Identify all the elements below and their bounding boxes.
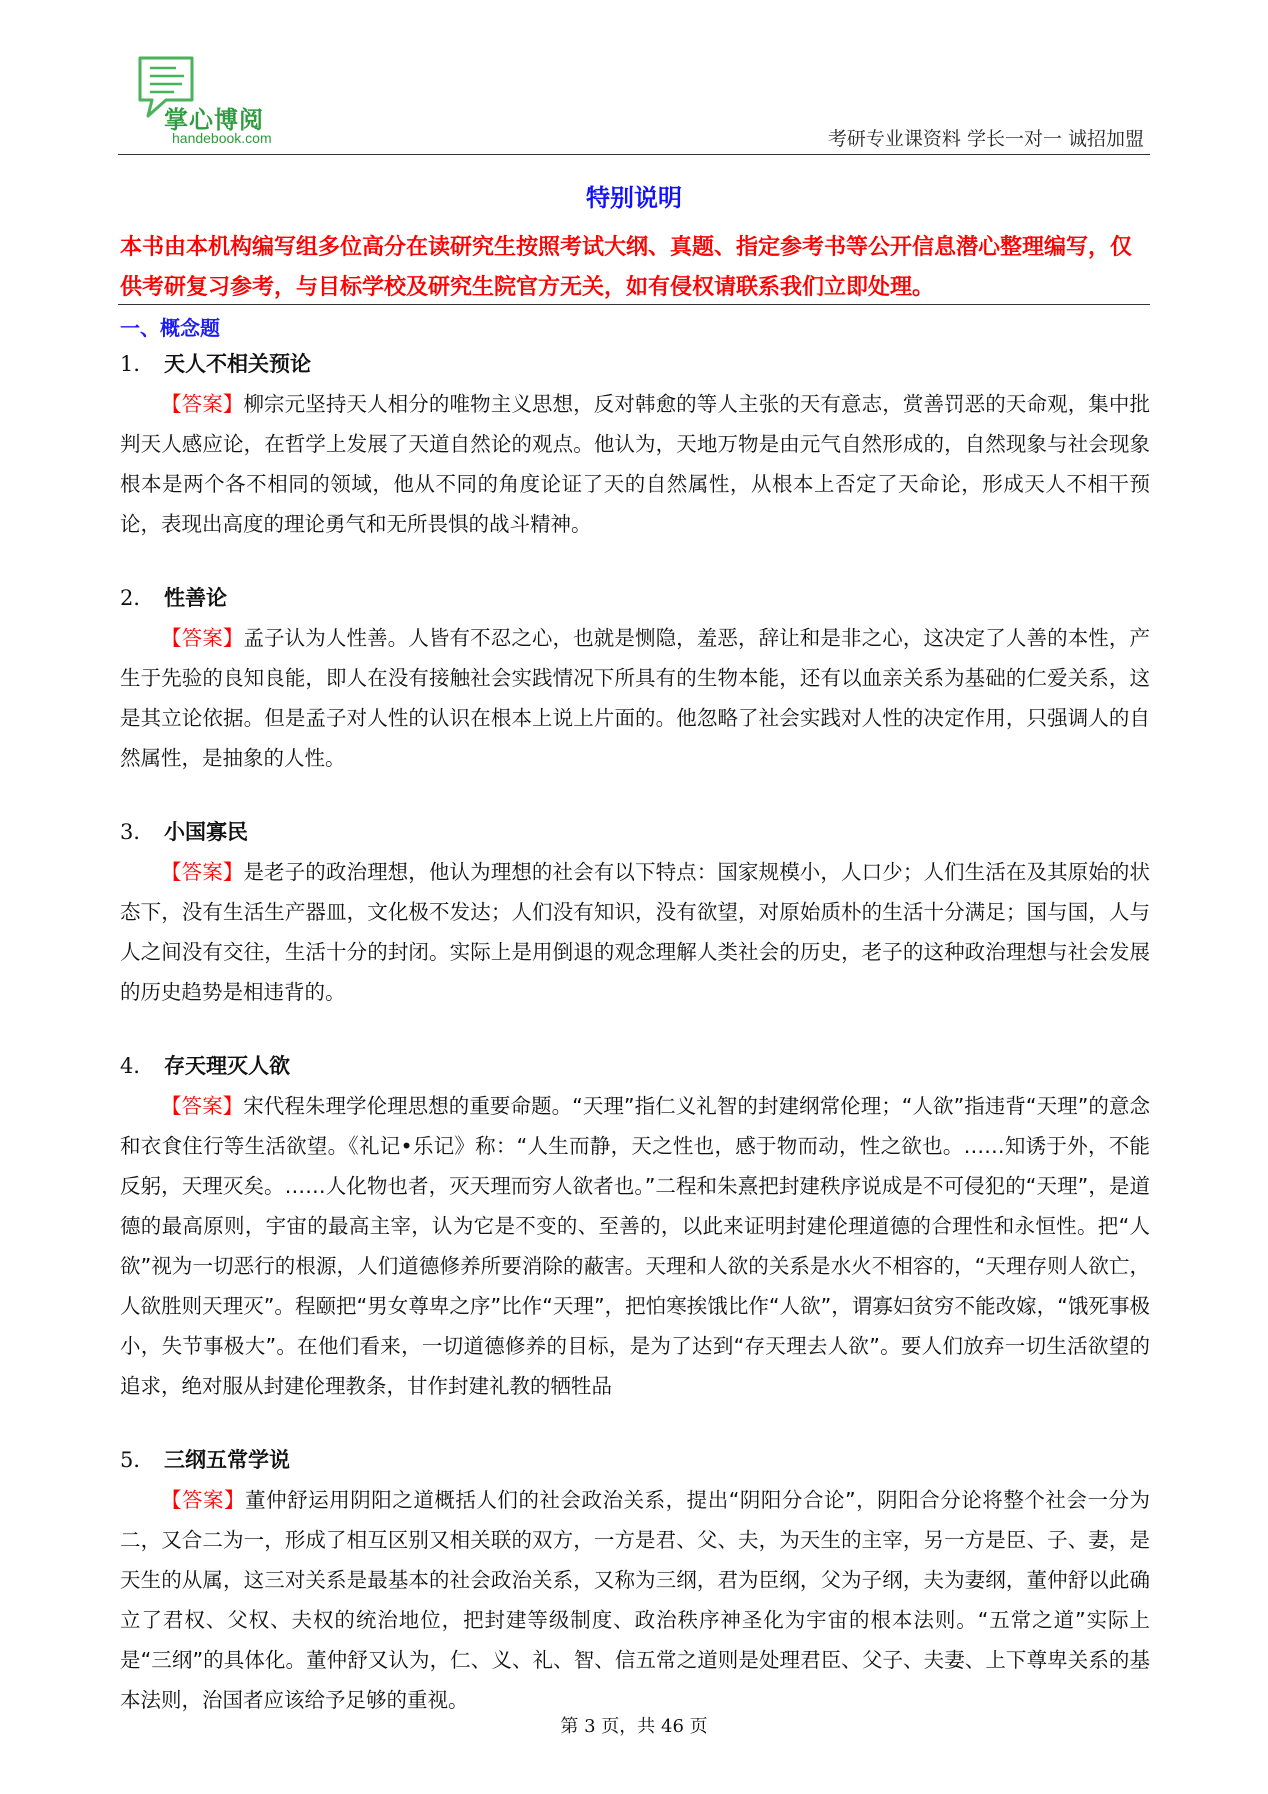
concept-item [120, 578, 1150, 778]
item-number: 2． [120, 586, 155, 610]
answer-text: 董仲舒运用阴阳之道概括人们的社会政治关系，提出“阴阳分合论”，阴阳合分论将整个社会一分为二，又合二为一，形成了相互区别又相关联的双方，一方是君、父、夫，为天生的主宰，另一方是臣、子、妻，是天生的从属，这三对关系是最基本的社会政治关系，又称为三纲，君为臣纲，父为子纲，夫为妻纲，董仲舒以此确立了君权、父权、夫权的统治地位，把封建等级制度、政治秩序神圣化为宇宙的根本法则。“五常之道”实际上是“三纲”的具体化。董仲舒又认为，仁、义、礼、智、信五常之道则是处理君臣、父子、夫妻、上下尊卑关系的基本法则，治国者应该给予足够的重视。 [120, 1488, 1150, 1712]
concept-item [120, 1440, 1150, 1720]
term-text: 天人不相关预论 [164, 352, 311, 376]
answer-text: 孟子认为人性善。人皆有不忍之心，也就是恻隐，羞恶，辞让和是非之心，这决定了人善的本性，产生于先验的良知良能，即人在没有接触社会实践情况下所具有的生物本能，还有以血亲关系为基础的仁爱关系，这是其立论依据。但是孟子对人性的认识在根本上说上片面的。他忽略了社会实践对人性的决定作用，只强调人的自然属性，是抽象的人性。 [120, 626, 1151, 770]
concept-item [120, 344, 1150, 544]
item-number: 1． [120, 352, 155, 376]
concept-answer [120, 1480, 1150, 1720]
section-title: 一、概念题 [120, 316, 220, 340]
notice-divider [118, 304, 1150, 305]
item-number: 3． [120, 820, 155, 844]
concept-list [120, 344, 1150, 1720]
notice-body: 本书由本机构编写组多位高分在读研究生按照考试大纲、真题、指定参考书等公开信息潜心整理编写，仅供考研复习参考，与目标学校及研究生院官方无关，如有侵权请联系我们立即处理。 [120, 235, 1133, 300]
answer-tag: 【答案】 [161, 1094, 244, 1118]
answer-text: 宋代程朱理学伦理思想的重要命题。“天理”指仁义礼智的封建纲常伦理；“人欲”指违背“天理”的意念和衣食住行等生活欲望。《礼记•乐记》称：“人生而静，天之性也，感于物而动，性之欲也。……知诱于外，不能反躬，天理灭矣。……人化物也者，灭天理而穷人欲者也。”二程和朱熹把封建秩序说成是不可侵犯的“天理”，是道德的最高原则，宇宙的最高主宰，认为它是不变的、至善的，以此来证明封建伦理道德的合理性和永恒性。把“人欲”视为一切恶行的根源，人们道德修养所要消除的蔽害。天理和人欲的关系是水火不相容的，“天理存则人欲亡，人欲胜则天理灭”。程颐把“男女尊卑之序”比作“天理”，把怕寒挨饿比作“人欲”，谓寡妇贫穷不能改嫁，“饿死事极小，失节事极大”。在他们看来，一切道德修养的目标，是为了达到“存天理去人欲”。要人们放弃一切生活欲望的追求，绝对服从封建伦理教条，甘作封建礼教的牺牲品 [120, 1094, 1150, 1398]
concept-answer [120, 384, 1150, 544]
logo-name: 掌心博阅 [164, 106, 264, 134]
concept-term [120, 1046, 1150, 1086]
item-number: 4． [120, 1054, 155, 1078]
concept-term [120, 578, 1150, 618]
answer-tag: 【答案】 [161, 1488, 246, 1512]
logo-url: handebook.com [172, 130, 272, 146]
concept-answer [120, 852, 1150, 1012]
concept-item [120, 1046, 1150, 1406]
answer-tag: 【答案】 [161, 626, 244, 650]
answer-text: 柳宗元坚持天人相分的唯物主义思想，反对韩愈的等人主张的天有意志，赏善罚恶的天命观，集中批判天人感应论，在哲学上发展了天道自然论的观点。他认为，天地万物是由元气自然形成的，自然现象与社会现象根本是两个各不相同的领域，他从不同的角度论证了天的自然属性，从根本上否定了天命论，形成天人不相干预论，表现出高度的理论勇气和无所畏惧的战斗精神。 [120, 392, 1151, 536]
page-number: 第 3 页，共 46 页 [560, 1716, 708, 1737]
notice-title: 特别说明 [586, 184, 682, 212]
concept-answer [120, 1086, 1150, 1406]
item-number: 5． [120, 1448, 155, 1472]
header-divider [118, 154, 1150, 155]
term-text: 三纲五常学说 [164, 1448, 290, 1472]
concept-item [120, 812, 1150, 1012]
term-text: 性善论 [164, 586, 227, 610]
answer-tag: 【答案】 [161, 860, 244, 884]
brand-logo [136, 56, 306, 154]
answer-tag: 【答案】 [161, 392, 244, 416]
answer-text: 是老子的政治理想，他认为理想的社会有以下特点：国家规模小，人口少；人们生活在及其原始的状态下，没有生活生产器皿，文化极不发达；人们没有知识，没有欲望，对原始质朴的生活十分满足；国与国，人与人之间没有交往，生活十分的封闭。实际上是用倒退的观念理解人类社会的历史，老子的这种政治理想与社会发展的历史趋势是相违背的。 [120, 860, 1151, 1004]
concept-term [120, 1440, 1150, 1480]
term-text: 存天理灭人欲 [164, 1054, 290, 1078]
concept-term [120, 812, 1150, 852]
header-tagline: 考研专业课资料 学长一对一 诚招加盟 [827, 128, 1144, 150]
concept-term [120, 344, 1150, 384]
term-text: 小国寡民 [164, 820, 248, 844]
concept-answer [120, 618, 1150, 778]
